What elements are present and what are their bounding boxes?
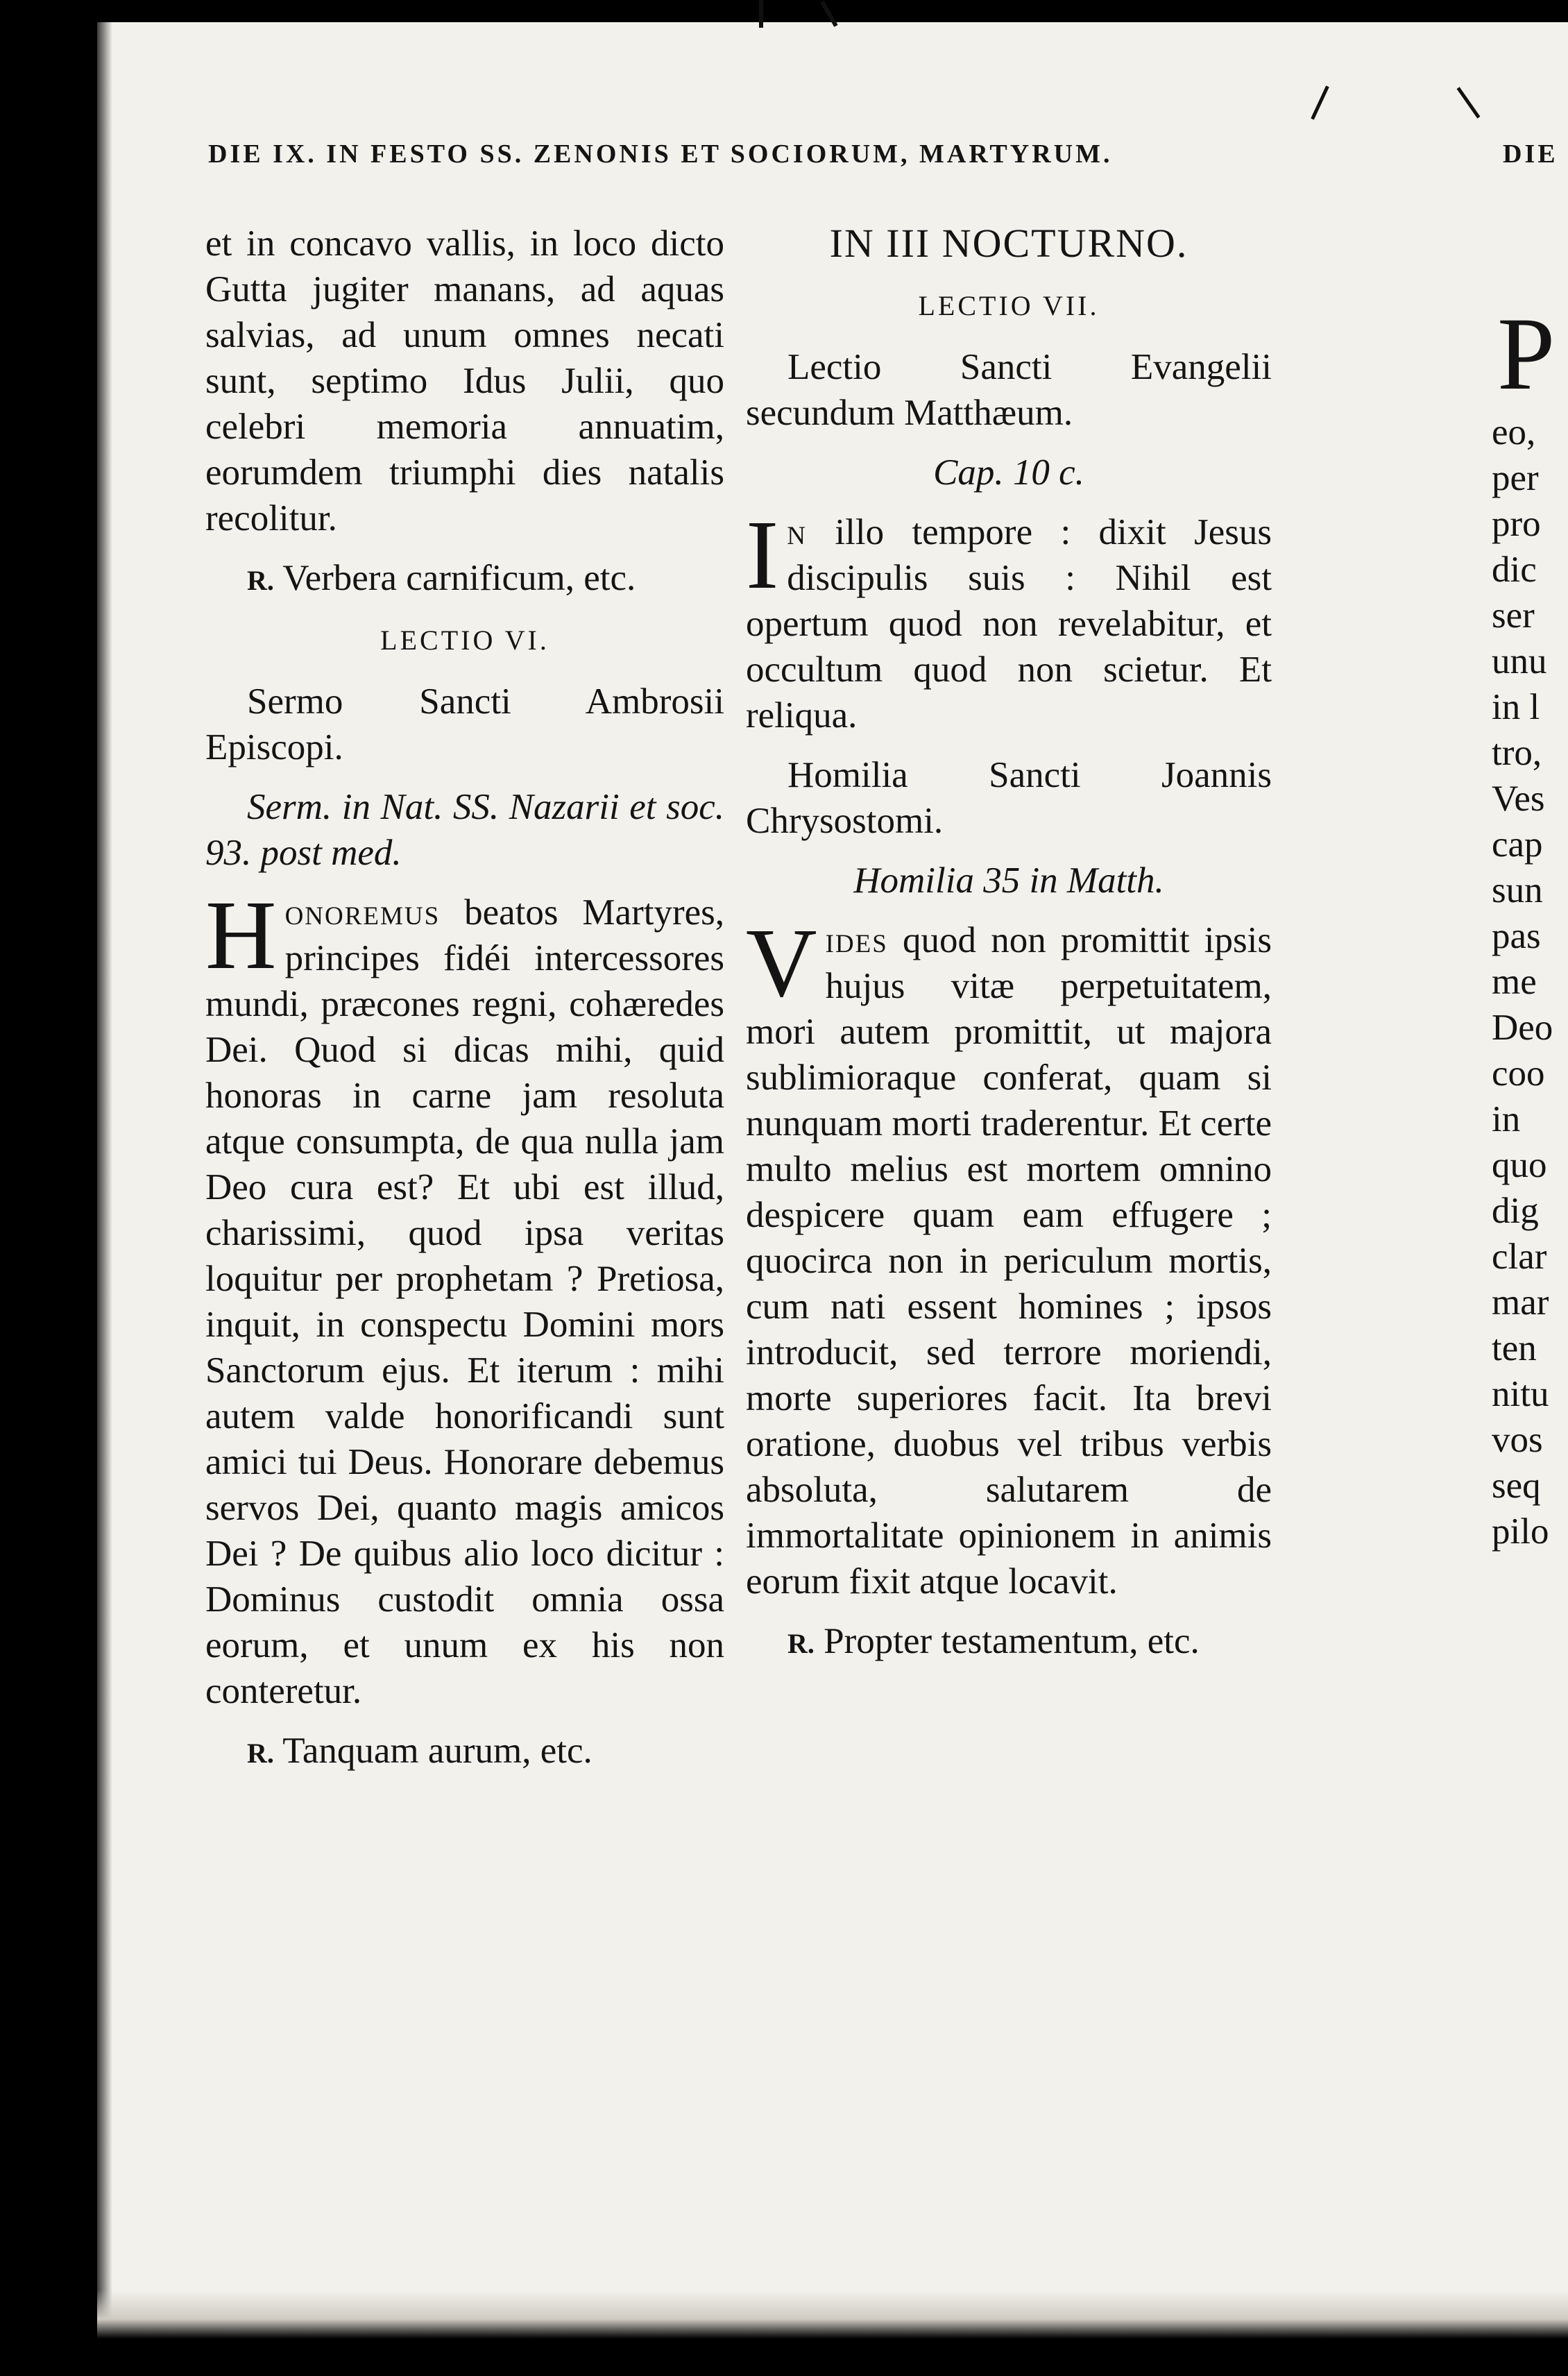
homily-title: Homilia Sancti Joannis Chrysostomi. [746, 755, 1272, 841]
fragment-line: dic [1492, 550, 1537, 590]
sermon-text: beatos Martyres, principes fidéi intercessores mundi, præcones regni, cohæredes Dei. Quod si dicas mihi, quid honoras in carne jam resoluta atque consumpta, de qua nulla jam Deo cura est? Et ubi est illud, charissimi, quod ipsa veritas loquitur per prophetam ? Pretiosa, inquit, in conspectu Domini mors Sanctorum ejus. Et iterum : mihi autem valde honorificandi sunt amici tui Deus. Honorare debemus servos Dei, quanto magis amicos Dei ? De quibus alio loco dicitur : Dominus custodit omnia ossa eorum, et unum ex his non conteretur. [205, 892, 724, 1711]
fragment-line: pro [1492, 504, 1541, 544]
nocturn-heading: IN III NOCTURNO. [829, 221, 1188, 266]
gospel-body [746, 500, 1272, 738]
gospel-title: Lectio Sancti Evangelii secundum Matthæum. [746, 347, 1272, 433]
opening-smallcaps: ides [825, 920, 888, 960]
responsory-tanquam [205, 1728, 724, 1776]
lectio-vi-heading: LECTIO VI. [380, 625, 549, 656]
fragment-line: me [1492, 962, 1537, 1002]
fragment-line: sun [1492, 870, 1543, 910]
fragment-line: clar [1492, 1237, 1547, 1277]
next-page-header-fragment: DIE [1503, 139, 1558, 169]
responsory-propter [746, 1618, 1272, 1667]
responsory-text: Propter testamentum, etc. [824, 1621, 1200, 1661]
next-page-column-fragment [1492, 305, 1568, 1554]
dropcap-v: V [746, 908, 817, 1017]
fragment-line: nitu [1492, 1374, 1549, 1414]
fragment-line: Ves [1492, 779, 1545, 819]
sermon-title: Sermo Sancti Ambrosii Episcopi. [205, 681, 724, 767]
gospel-text: illo tempore : dixit Jesus discipulis suis : Nihil est opertum quod non revelabitur, et occultum quod non scietur. Et reliqua. [746, 512, 1272, 736]
responsory-text: Tanquam aurum, etc. [282, 1731, 593, 1771]
responsory-label: R. [247, 1738, 274, 1769]
responsory-verbera [205, 555, 724, 604]
fragment-line: pilo [1492, 1511, 1549, 1552]
page-bottom-edge [97, 2290, 1568, 2339]
sermon-reference: Serm. in Nat. SS. Nazarii et soc. 93. post med. [205, 787, 724, 873]
responsory-label: R. [247, 565, 274, 596]
lectio-vii-heading: LECTIO VII. [918, 290, 1100, 321]
scan-mark-1 [759, 0, 763, 28]
fragment-line: pas [1492, 916, 1541, 956]
opening-smallcaps: n [787, 512, 808, 552]
fragment-line: in [1492, 1099, 1521, 1139]
dropcap-i: I [746, 500, 779, 609]
fragment-line: coo [1492, 1053, 1545, 1094]
running-title: DIE IX. IN FESTO SS. ZENONIS ET SOCIORUM, MARTYRUM. [208, 139, 1113, 169]
fragment-line: tro, [1492, 733, 1542, 773]
next-page-dropcap-fragment: P [1497, 305, 1556, 411]
homily-body [746, 908, 1272, 1604]
fragment-line: eo, [1492, 412, 1536, 452]
lectio-v-continuation: et in concavo vallis, in loco dicto Gutta jugiter manans, ad aquas salvias, ad unum omnes necati sunt, septimo Idus Julii, quo celebri memoria annuatim, eorumdem triumphi dies natalis recolitur. [205, 223, 724, 538]
opening-smallcaps: onoremus [284, 892, 441, 933]
responsory-text: Verbera carnificum, etc. [282, 558, 636, 598]
fragment-line: ten [1492, 1328, 1537, 1368]
responsory-label: R. [787, 1628, 815, 1659]
fragment-line: in l [1492, 687, 1540, 727]
middle-column [746, 221, 1272, 1681]
fragment-line: seq [1492, 1466, 1541, 1506]
homily-reference: Homilia 35 in Matth. [853, 860, 1164, 901]
gospel-reference: Cap. 10 c. [933, 452, 1084, 493]
sermon-body [205, 880, 724, 1714]
fragment-line: unu [1492, 641, 1547, 681]
fragment-line: ser [1492, 595, 1535, 636]
fragment-line: quo [1492, 1145, 1547, 1185]
homily-text: quod non promittit ipsis hujus vitæ perpetuitatem, mori autem promittit, ut majora sublimioraque conferat, quam si nunquam morti traderentur. Et certe multo melius est mortem omnino despicere quam eam effugere ; quocirca non in periculum mortis, cum nati essent homines ; ipsos introducit, sed terrore moriendi, morte superiores facit. Ita brevi oratione, duobus vel tribus verbis absoluta, salutarem de immortalitate opinionem in animis eorum fixit atque locavit. [746, 920, 1272, 1602]
left-column [205, 221, 724, 1790]
dropcap-h: H [205, 880, 277, 990]
binding-shadow [97, 22, 112, 2333]
fragment-line: vos [1492, 1420, 1543, 1460]
fragment-line: dig [1492, 1191, 1539, 1231]
fragment-line: mar [1492, 1282, 1549, 1323]
fragment-line: Deo [1492, 1008, 1553, 1048]
fragment-line: cap [1492, 824, 1543, 865]
fragment-line: per [1492, 458, 1539, 498]
